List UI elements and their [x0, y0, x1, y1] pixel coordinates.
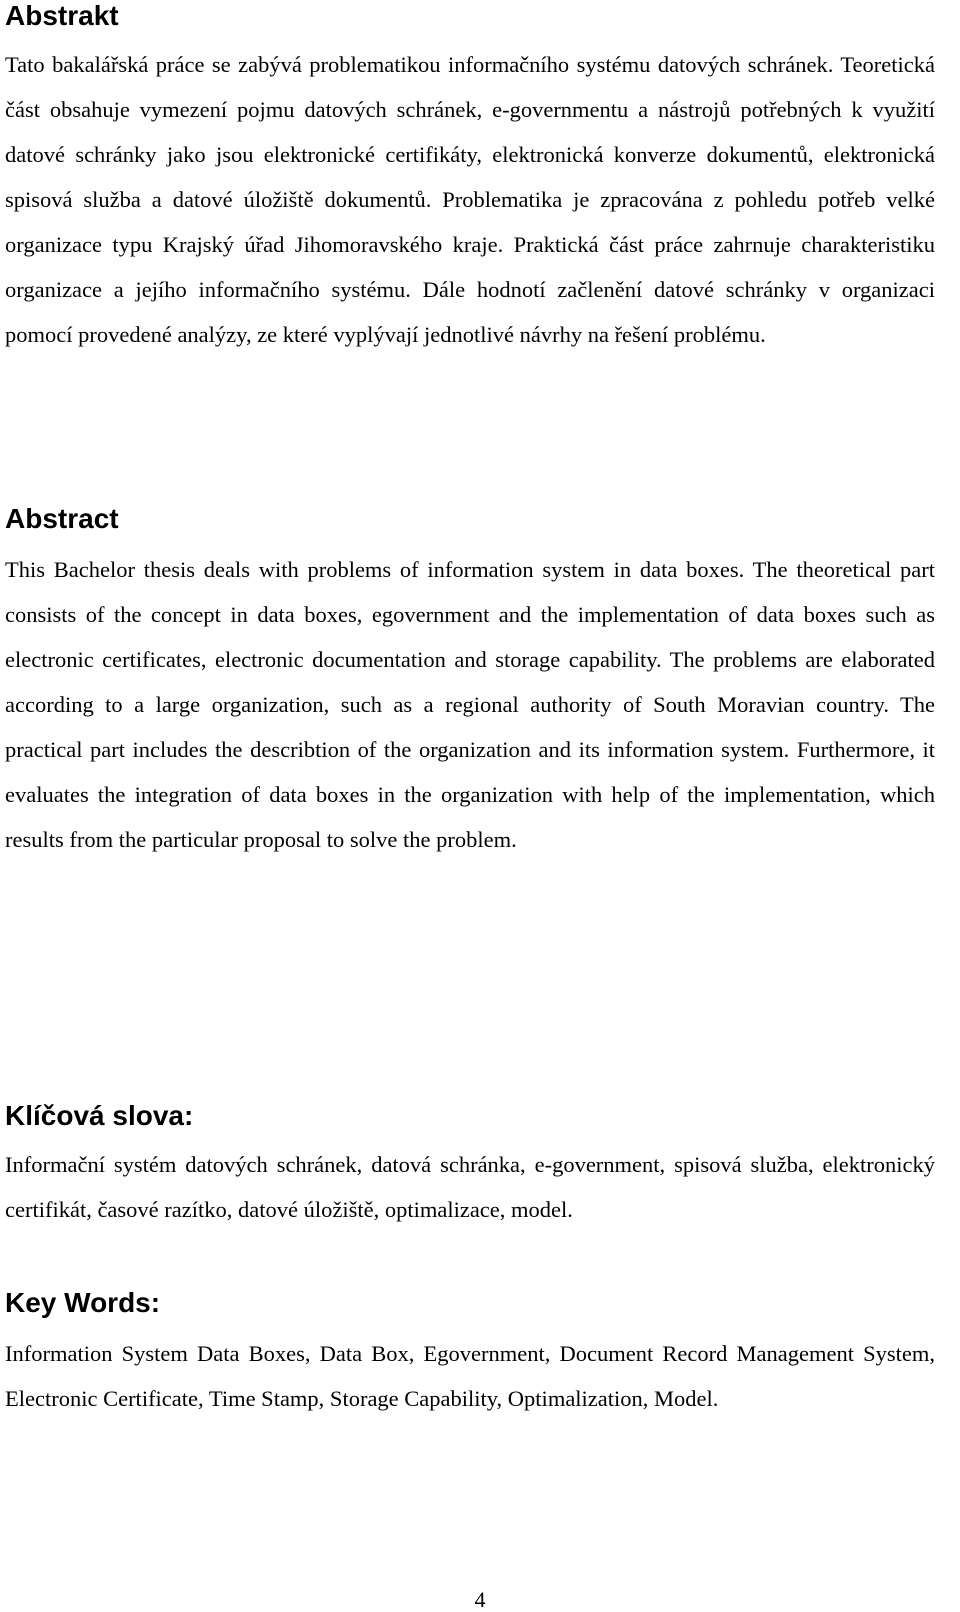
abstrakt-heading: Abstrakt — [5, 0, 119, 31]
abstract-paragraph: This Bachelor thesis deals with problems of information system in data boxes. The theoretical part consists of the concept in data boxes, egovernment and the implementation of data boxes such as electronic certificates, electronic documentation and storage capability. The problems are elaborated according to a large organization, such as a regional authority of South Moravian country. The practical part includes the describtion of the organization and its information system. Furthermore, it evaluates the integration of data boxes in the organization with help of the implementation, which results from the particular proposal to solve the problem. — [5, 557, 935, 852]
klicova-slova-heading: Klíčová slova: — [5, 1100, 194, 1131]
abstract-heading: Abstract — [5, 503, 119, 534]
abstrakt-paragraph: Tato bakalářská práce se zabývá problematikou informačního systému datových schránek. Teoretická část obsahuje vymezení pojmu datových schránek, e-governmentu a nástrojů potřebných k využití datové schránky jako jsou elektronické certifikáty, elektronická konverze dokumentů, elektronická spisová služba a datové úložiště dokumentů. Problematika je zpracována z pohledu potřeb velké organizace typu Krajský úřad Jihomoravského kraje. Praktická část práce zahrnuje charakteristiku organizace a jejího informačního systému. Dále hodnotí začlenění datové schránky v organizaci pomocí provedené analýzy, ze které vyplývají jednotlivé návrhy na řešení problému. — [5, 52, 935, 347]
key-words-heading: Key Words: — [5, 1287, 161, 1318]
key-words-paragraph: Information System Data Boxes, Data Box, Egovernment, Document Record Management System, Electronic Certificate, Time Stamp, Storage Capability, Optimalization, Model. — [5, 1341, 935, 1411]
klicova-slova-paragraph: Informační systém datových schránek, datová schránka, e-government, spisová služba, elektronický certifikát, časové razítko, datové úložiště, optimalizace, model. — [5, 1152, 935, 1222]
page-number: 4 — [474, 1587, 486, 1612]
